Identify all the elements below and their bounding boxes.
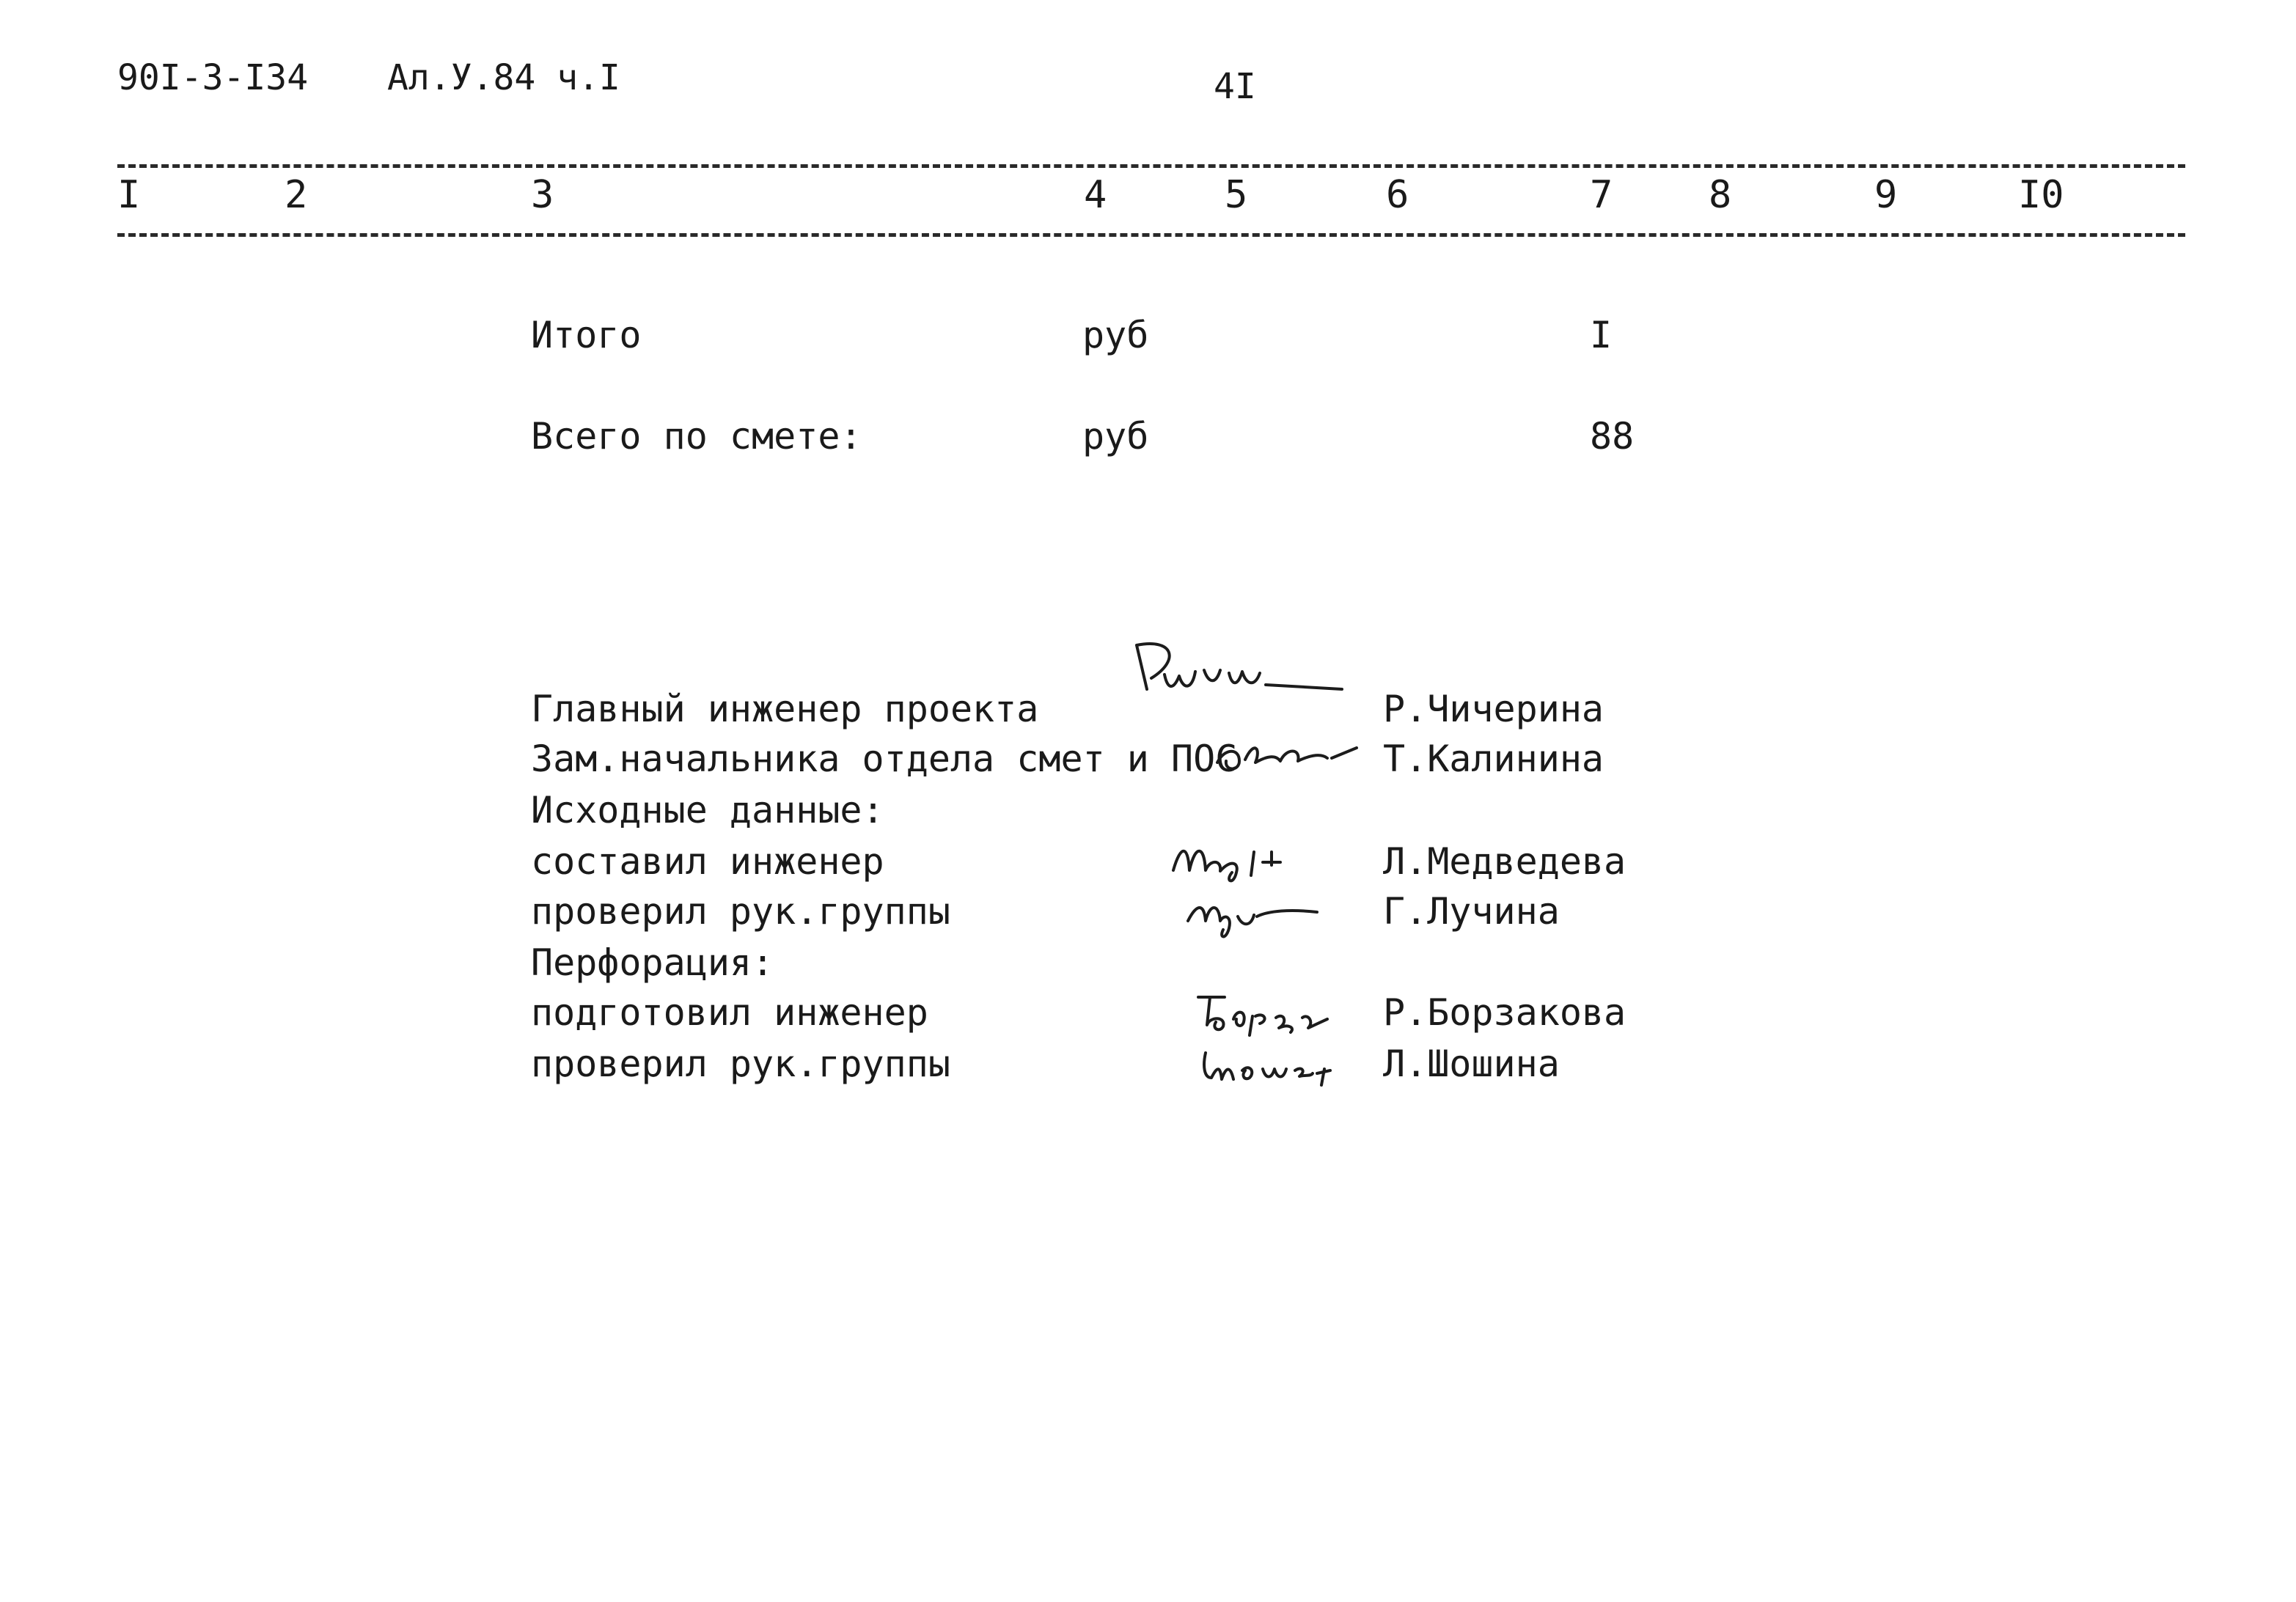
signatory-role: подготовил инженер: [531, 991, 928, 1034]
total-label: Итого: [531, 314, 642, 356]
grand-total-label: Всего по смете:: [531, 415, 862, 458]
column-number-8: 8: [1709, 173, 1732, 217]
section-heading-perforation: Перфорация:: [531, 941, 774, 984]
signatory-role: Главный инженер проекта: [531, 688, 1039, 730]
page-number: 4I: [1214, 66, 1256, 107]
signatory-name: Л.Медведева: [1383, 840, 1626, 883]
column-number-1: I: [117, 173, 141, 217]
signatory-role: Зам.начальника отдела смет и ПОС: [531, 738, 1238, 780]
signatory-name: Р.Борзакова: [1383, 991, 1626, 1034]
signatory-name: Т.Калинина: [1383, 738, 1604, 780]
signatory-name: Г.Лучина: [1383, 890, 1560, 933]
grand-total-unit: руб: [1082, 415, 1149, 458]
section-heading-source-data: Исходные данные:: [531, 789, 884, 831]
column-number-3: 3: [531, 173, 554, 217]
document-code: 90I-3-I34: [117, 57, 309, 98]
album-reference: Ал.У.84 ч.I: [387, 57, 620, 98]
column-number-6: 6: [1386, 173, 1409, 217]
column-number-2: 2: [285, 173, 308, 217]
signatory-role: проверил рук.группы: [531, 1043, 950, 1085]
top-dashed-rule: [117, 164, 2185, 168]
column-number-10: I0: [2018, 173, 2064, 217]
signatory-name: Р.Чичерина: [1383, 688, 1604, 730]
bottom-dashed-rule: [117, 233, 2185, 237]
column-number-7: 7: [1590, 173, 1613, 217]
grand-total-value: 88: [1590, 415, 1635, 458]
total-unit: руб: [1082, 314, 1149, 356]
signatory-name: Л.Шошина: [1383, 1043, 1560, 1085]
column-number-5: 5: [1225, 173, 1248, 217]
total-value: I: [1590, 314, 1613, 356]
column-number-9: 9: [1874, 173, 1898, 217]
signatory-role: составил инженер: [531, 840, 884, 883]
signatory-role: проверил рук.группы: [531, 890, 950, 933]
column-number-4: 4: [1084, 173, 1107, 217]
